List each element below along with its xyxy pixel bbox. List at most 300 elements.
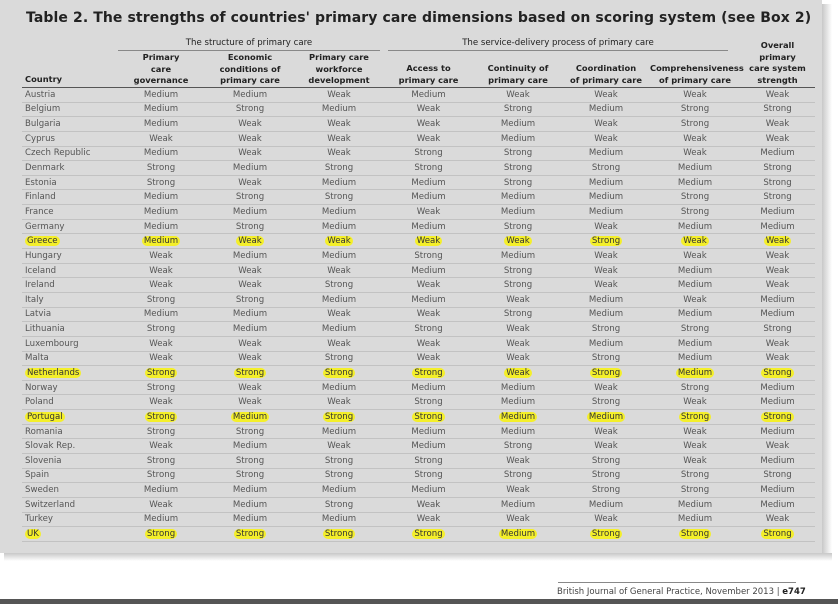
rating-value: Strong	[324, 353, 354, 364]
rating-value: Medium	[321, 177, 357, 188]
rating-value: Weak	[238, 353, 262, 364]
rating-cell	[205, 410, 295, 425]
rating-cell	[474, 527, 562, 542]
rating-cell	[740, 234, 815, 249]
column-header-line: Access to	[406, 63, 451, 73]
rating-cell	[117, 483, 205, 498]
country-name: Poland	[25, 397, 54, 408]
country-cell	[22, 307, 117, 322]
rating-cell	[205, 102, 295, 117]
rating-cell	[117, 336, 205, 351]
rating-value: Medium	[588, 104, 624, 115]
rating-cell	[650, 380, 740, 395]
rating-value: Strong	[324, 455, 354, 466]
rating-cell	[117, 322, 205, 337]
rating-value: Weak	[594, 89, 618, 100]
rating-cell	[383, 468, 474, 483]
rating-value: Strong	[763, 367, 792, 378]
rating-value: Weak	[238, 177, 262, 188]
rating-value: Strong	[146, 177, 176, 188]
rating-cell	[740, 205, 815, 220]
country-cell	[22, 234, 117, 249]
rating-cell	[562, 395, 650, 410]
rating-value: Weak	[683, 133, 707, 144]
rating-cell	[383, 307, 474, 322]
table-row	[22, 117, 815, 132]
rating-cell	[205, 263, 295, 278]
country-cell	[22, 88, 117, 102]
rating-cell	[295, 483, 383, 498]
rating-value: Weak	[238, 133, 262, 144]
rating-value: Medium	[143, 236, 179, 247]
country-name: Turkey	[25, 514, 53, 525]
rating-value: Strong	[146, 163, 176, 174]
rating-value: Weak	[327, 338, 351, 349]
rating-cell	[295, 263, 383, 278]
rating-value: Weak	[765, 89, 790, 100]
group-divider-service	[388, 50, 728, 51]
rating-value: Weak	[765, 514, 790, 525]
country-cell	[22, 292, 117, 307]
rating-cell	[650, 410, 740, 425]
rating-value: Medium	[677, 177, 713, 188]
rating-value: Medium	[760, 148, 795, 159]
rating-value: Strong	[680, 192, 710, 203]
rating-value: Weak	[683, 148, 707, 159]
rating-cell	[562, 366, 650, 381]
rating-cell	[474, 102, 562, 117]
country-cell	[22, 131, 117, 146]
rating-value: Strong	[235, 367, 265, 378]
table-row	[22, 497, 815, 512]
rating-cell	[740, 497, 815, 512]
rating-cell	[562, 161, 650, 176]
rating-cell	[562, 512, 650, 527]
rating-value: Weak	[416, 514, 441, 525]
rating-cell	[650, 131, 740, 146]
rating-value: Strong	[235, 221, 265, 232]
rating-cell	[383, 190, 474, 205]
rating-cell	[117, 395, 205, 410]
rating-cell	[205, 527, 295, 542]
rating-value: Medium	[500, 133, 536, 144]
rating-value: Medium	[321, 426, 357, 437]
rating-cell	[117, 234, 205, 249]
rating-cell	[383, 395, 474, 410]
table-row	[22, 322, 815, 337]
rating-value: Weak	[506, 485, 530, 496]
country-cell	[22, 395, 117, 410]
rating-value: Strong	[763, 104, 792, 115]
country-name: Switzerland	[25, 499, 76, 510]
rating-cell	[474, 190, 562, 205]
rating-cell	[650, 146, 740, 161]
rating-cell	[474, 497, 562, 512]
rating-cell	[383, 263, 474, 278]
rating-value: Medium	[321, 294, 357, 305]
rating-cell	[205, 497, 295, 512]
table-row	[22, 336, 815, 351]
rating-value: Strong	[591, 367, 621, 378]
rating-value: Weak	[149, 250, 173, 261]
rating-value: Medium	[677, 514, 713, 525]
rating-value: Strong	[414, 163, 443, 174]
rating-value: Medium	[143, 514, 179, 525]
rating-cell	[562, 88, 650, 102]
rating-cell	[474, 439, 562, 454]
rating-value: Medium	[588, 294, 624, 305]
rating-cell	[295, 249, 383, 264]
rating-cell	[205, 249, 295, 264]
country-name: Norway	[25, 382, 58, 393]
rating-value: Medium	[500, 250, 536, 261]
rating-value: Medium	[232, 441, 268, 452]
rating-value: Medium	[411, 485, 446, 496]
country-name: Ireland	[25, 280, 55, 291]
rating-value: Strong	[146, 294, 176, 305]
rating-value: Weak	[765, 280, 790, 291]
rating-value: Weak	[238, 236, 262, 247]
rating-cell	[650, 512, 740, 527]
rating-cell	[740, 395, 815, 410]
page-number: e747	[782, 587, 806, 597]
country-cell	[22, 351, 117, 366]
rating-value: Weak	[594, 426, 618, 437]
rating-cell	[740, 424, 815, 439]
rating-value: Strong	[680, 119, 710, 130]
column-header-line: workforce	[315, 63, 363, 74]
rating-cell	[562, 146, 650, 161]
rating-value: Medium	[677, 353, 713, 364]
rating-value: Medium	[500, 499, 536, 510]
column-header	[740, 40, 815, 86]
rating-cell	[295, 205, 383, 220]
rating-value: Strong	[591, 353, 621, 364]
rating-value: Strong	[591, 470, 621, 481]
rating-cell	[650, 292, 740, 307]
rating-cell	[740, 190, 815, 205]
rating-cell	[474, 336, 562, 351]
rating-cell	[117, 131, 205, 146]
rating-value: Strong	[414, 324, 443, 335]
rating-cell	[383, 410, 474, 425]
rating-cell	[740, 131, 815, 146]
table-row	[22, 454, 815, 469]
rating-value: Medium	[321, 382, 357, 393]
rating-cell	[383, 249, 474, 264]
rating-value: Strong	[503, 280, 533, 291]
rating-cell	[562, 117, 650, 132]
rating-value: Strong	[235, 426, 265, 437]
rating-value: Strong	[763, 163, 792, 174]
country-name: Bulgaria	[25, 119, 61, 130]
rating-cell	[562, 454, 650, 469]
rating-value: Weak	[238, 119, 262, 130]
country-name: Slovak Rep.	[25, 441, 76, 452]
country-cell	[22, 439, 117, 454]
rating-value: Medium	[232, 89, 268, 100]
rating-value: Strong	[680, 485, 710, 496]
rating-cell	[562, 424, 650, 439]
country-cell	[22, 102, 117, 117]
rating-value: Weak	[149, 133, 173, 144]
rating-cell	[383, 219, 474, 234]
column-header-line: governance	[133, 75, 189, 85]
column-header-line: development	[308, 75, 370, 85]
rating-cell	[474, 131, 562, 146]
country-cell	[22, 366, 117, 381]
rating-value: Medium	[677, 221, 713, 232]
rating-cell	[383, 175, 474, 190]
rating-value: Medium	[677, 163, 713, 174]
rating-value: Strong	[235, 192, 265, 203]
column-header	[474, 63, 562, 86]
rating-value: Medium	[588, 148, 624, 159]
table-row	[22, 366, 815, 381]
panel-shadow-bottom	[4, 553, 832, 561]
rating-cell	[117, 454, 205, 469]
country-cell	[22, 161, 117, 176]
rating-value: Weak	[327, 148, 351, 159]
rating-value: Medium	[500, 192, 536, 203]
rating-cell	[117, 219, 205, 234]
rating-cell	[117, 424, 205, 439]
rating-value: Weak	[683, 294, 707, 305]
country-name: Lithuania	[25, 324, 65, 335]
rating-cell	[740, 249, 815, 264]
rating-value: Strong	[503, 104, 533, 115]
rating-cell	[650, 234, 740, 249]
rating-value: Strong	[324, 499, 354, 510]
country-name: UK	[27, 529, 39, 540]
rating-value: Strong	[680, 206, 710, 217]
rating-cell	[650, 322, 740, 337]
rating-value: Medium	[500, 119, 536, 130]
column-header	[25, 74, 120, 86]
rating-cell	[383, 322, 474, 337]
column-header-line: of primary care	[659, 74, 731, 85]
rating-cell	[117, 161, 205, 176]
rating-cell	[474, 468, 562, 483]
country-name: Austria	[25, 89, 56, 100]
rating-value: Weak	[149, 441, 173, 452]
country-name: Spain	[25, 470, 50, 481]
rating-cell	[650, 336, 740, 351]
rating-value: Medium	[760, 206, 795, 217]
rating-cell	[295, 410, 383, 425]
rating-cell	[205, 468, 295, 483]
rating-cell	[740, 161, 815, 176]
country-cell	[22, 249, 117, 264]
rating-value: Medium	[143, 206, 179, 217]
column-header-line: conditions of	[219, 63, 281, 74]
rating-cell	[295, 88, 383, 102]
table-row	[22, 88, 815, 102]
rating-value: Weak	[238, 265, 262, 276]
panel-shadow-right	[822, 4, 832, 557]
rating-cell	[474, 322, 562, 337]
rating-cell	[295, 322, 383, 337]
rating-cell	[740, 278, 815, 293]
rating-value: Weak	[149, 338, 173, 349]
rating-value: Strong	[503, 470, 533, 481]
rating-cell	[650, 278, 740, 293]
rating-cell	[562, 175, 650, 190]
rating-value: Weak	[327, 265, 351, 276]
rating-cell	[205, 190, 295, 205]
table-row	[22, 249, 815, 264]
rating-value: Weak	[506, 338, 530, 349]
country-name: Romania	[25, 426, 63, 437]
rating-cell	[650, 366, 740, 381]
rating-value: Medium	[232, 250, 268, 261]
rating-value: Weak	[506, 294, 530, 305]
table-row	[22, 380, 815, 395]
rating-cell	[562, 278, 650, 293]
rating-cell	[117, 512, 205, 527]
rating-cell	[383, 146, 474, 161]
rating-value: Medium	[321, 221, 357, 232]
country-cell	[22, 219, 117, 234]
rating-value: Strong	[591, 485, 621, 496]
rating-cell	[295, 512, 383, 527]
rating-cell	[562, 527, 650, 542]
rating-cell	[474, 175, 562, 190]
rating-value: Weak	[506, 324, 530, 335]
rating-value: Strong	[235, 104, 265, 115]
rating-value: Medium	[321, 104, 357, 115]
rating-value: Medium	[321, 514, 357, 525]
rating-value: Medium	[232, 411, 268, 422]
rating-cell	[383, 292, 474, 307]
rating-value: Strong	[503, 309, 533, 320]
rating-value: Strong	[324, 367, 354, 378]
rating-cell	[650, 102, 740, 117]
rating-cell	[295, 468, 383, 483]
rating-value: Strong	[235, 470, 265, 481]
rating-cell	[562, 497, 650, 512]
rating-cell	[383, 497, 474, 512]
rating-cell	[562, 219, 650, 234]
column-header-line: primary care	[398, 74, 459, 85]
rating-value: Strong	[146, 382, 176, 393]
rating-cell	[383, 424, 474, 439]
table-row	[22, 351, 815, 366]
rating-cell	[650, 205, 740, 220]
journal-citation: British Journal of General Practice, November 2013	[557, 587, 774, 597]
column-header-line: care system	[749, 63, 806, 73]
rating-cell	[562, 292, 650, 307]
rating-value: Weak	[238, 148, 262, 159]
rating-cell	[205, 219, 295, 234]
rating-cell	[740, 439, 815, 454]
rating-value: Strong	[591, 529, 621, 540]
rating-value: Medium	[677, 265, 713, 276]
country-name: France	[25, 206, 54, 217]
rating-cell	[650, 175, 740, 190]
rating-value: Strong	[503, 177, 533, 188]
rating-value: Weak	[416, 309, 441, 320]
rating-cell	[117, 205, 205, 220]
table-row	[22, 131, 815, 146]
rating-cell	[650, 88, 740, 102]
rating-value: Weak	[594, 250, 618, 261]
country-cell	[22, 468, 117, 483]
rating-value: Strong	[591, 163, 621, 174]
rating-cell	[740, 88, 815, 102]
rating-cell	[117, 292, 205, 307]
rating-value: Weak	[683, 89, 707, 100]
rating-cell	[295, 424, 383, 439]
rating-cell	[205, 88, 295, 102]
rating-value: Weak	[149, 499, 173, 510]
rating-value: Strong	[324, 280, 354, 291]
rating-cell	[295, 527, 383, 542]
rating-cell	[474, 205, 562, 220]
table-row	[22, 439, 815, 454]
rating-cell	[205, 512, 295, 527]
rating-cell	[474, 395, 562, 410]
rating-cell	[205, 292, 295, 307]
rating-cell	[650, 424, 740, 439]
rating-value: Weak	[149, 265, 173, 276]
rating-cell	[474, 117, 562, 132]
rating-value: Weak	[416, 133, 441, 144]
rating-value: Weak	[149, 397, 173, 408]
rating-value: Weak	[327, 89, 351, 100]
rating-value: Strong	[763, 192, 792, 203]
rating-cell	[295, 190, 383, 205]
rating-value: Medium	[411, 192, 446, 203]
country-name: Italy	[25, 294, 44, 305]
rating-cell	[117, 146, 205, 161]
column-header	[117, 52, 205, 87]
rating-cell	[205, 146, 295, 161]
rating-value: Strong	[763, 324, 792, 335]
rating-value: Strong	[146, 529, 176, 540]
rating-value: Weak	[416, 236, 441, 247]
rating-cell	[474, 307, 562, 322]
rating-cell	[117, 278, 205, 293]
rating-cell	[383, 88, 474, 102]
rating-value: Strong	[503, 163, 533, 174]
rating-cell	[205, 395, 295, 410]
rating-cell	[562, 483, 650, 498]
rating-value: Weak	[683, 426, 707, 437]
rating-cell	[562, 322, 650, 337]
rating-value: Strong	[763, 411, 792, 422]
country-cell	[22, 424, 117, 439]
rating-cell	[383, 483, 474, 498]
table-row	[22, 161, 815, 176]
footer	[557, 587, 806, 597]
rating-cell	[740, 454, 815, 469]
rating-cell	[117, 439, 205, 454]
rating-cell	[295, 351, 383, 366]
rating-value: Medium	[321, 250, 357, 261]
rating-value: Strong	[680, 104, 710, 115]
rating-value: Medium	[143, 192, 179, 203]
rating-value: Weak	[416, 280, 441, 291]
rating-value: Strong	[414, 250, 443, 261]
rating-value: Medium	[760, 382, 795, 393]
rating-cell	[562, 205, 650, 220]
rating-cell	[205, 424, 295, 439]
rating-value: Strong	[763, 470, 792, 481]
column-header-line: primary care	[488, 74, 548, 85]
rating-cell	[295, 454, 383, 469]
rating-cell	[740, 380, 815, 395]
